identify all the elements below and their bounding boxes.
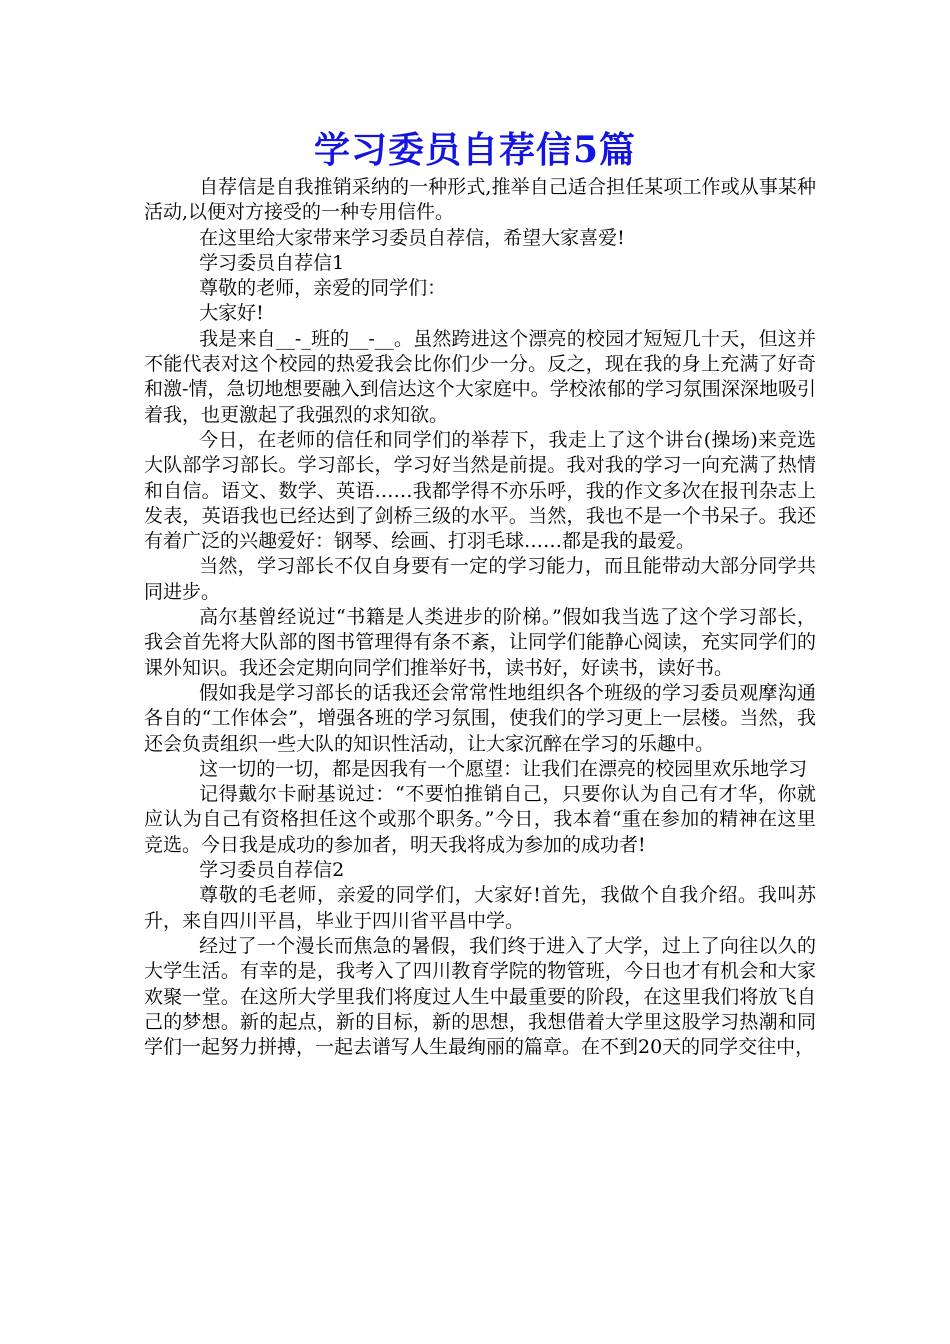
salutation: 尊敬的老师，亲爱的同学们：	[199, 277, 447, 300]
greeting: 大家好!	[199, 302, 264, 325]
section-heading-1: 学习委员自荐信1	[199, 251, 345, 274]
paragraph: 经过了一个漫长而焦急的暑假，我们终于进入了大学，过上了向往以久的大学生活。有幸的是，我考入了四川教育学院的物管班，今日也才有机会和大家欢聚一堂。在这所大学里我们将度过人生中最重要的阶段，在这里我们将放飞自己的梦想。新的起点，新的目标，新的思想，我想借着大学里这股学习热潮和同学们一起努力拼搏，一起去谱写人生最绚丽的篇章。在不到20天的同学交往中，	[144, 934, 816, 1059]
paragraph: 假如我是学习部长的话我还会常常性地组织各个班级的学习委员观摩沟通各自的“工作体会”，增强各班的学习氛围，使我们的学习更上一层楼。当然，我还会负责组织一些大队的知识性活动，让大家沉醉在学习的乐趣中。	[144, 681, 816, 755]
paragraph: 记得戴尔卡耐基说过：“不要怕推销自己，只要你认为自己有才华，你就应认为自己有资格担任这个或那个职务。”今日，我本着“重在参加的精神在这里竞选。今日我是成功的参加者，明天我将成为参加的成功者!	[144, 783, 816, 856]
paragraph: 这一切的一切，都是因我有一个愿望：让我们在漂亮的校园里欢乐地学习	[199, 757, 808, 780]
document-body	[144, 175, 816, 1060]
section-heading-2: 学习委员自荐信2	[199, 859, 345, 882]
paragraph: 高尔基曾经说过“书籍是人类进步的阶梯。”假如我当选了这个学习部长，我会首先将大队部的图书管理得有条不紊，让同学们能静心阅读，充实同学们的课外知识。我还会定期向同学们推举好书，读书好，好读书，读好书。	[144, 606, 816, 679]
document-title: 学习委员自荐信5篇	[313, 129, 637, 171]
paragraph: 尊敬的毛老师，亲爱的同学们，大家好!首先，我做个自我介绍。我叫苏升，来自四川平昌，毕业于四川省平昌中学。	[144, 884, 816, 932]
paragraph-lead: 在这里给大家带来学习委员自荐信，希望大家喜爱!	[199, 226, 625, 249]
paragraph: 我是来自__-_班的__-__。虽然跨进这个漂亮的校园才短短几十天，但这并不能代表对这个校园的热爱我会比你们少一分。反之，现在我的身上充满了好奇和激-情，急切地想要融入到信达这个大家庭中。学校浓郁的学习氛围深深地吸引着我，也更激起了我强烈的求知欲。	[144, 327, 816, 426]
paragraph-intro: 自荐信是自我推销采纳的一种形式,推举自己适合担任某项工作或从事某种活动,以便对方接受的一种专用信件。	[144, 176, 816, 224]
paragraph: 今日，在老师的信任和同学们的举荐下，我走上了这个讲台(操场)来竞选大队部学习部长。学习部长，学习好当然是前提。我对我的学习一向充满了热情和自信。语文、数学、英语……我都学得不亦乐呼，我的作文多次在报刊杂志上发表，英语我也已经达到了剑桥三级的水平。当然，我也不是一个书呆子。我还有着广泛的兴趣爱好：钢琴、绘画、打羽毛球……都是我的最爱。	[144, 428, 816, 553]
paragraph: 当然，学习部长不仅自身要有一定的学习能力，而且能带动大部分同学共同进步。	[144, 555, 816, 603]
